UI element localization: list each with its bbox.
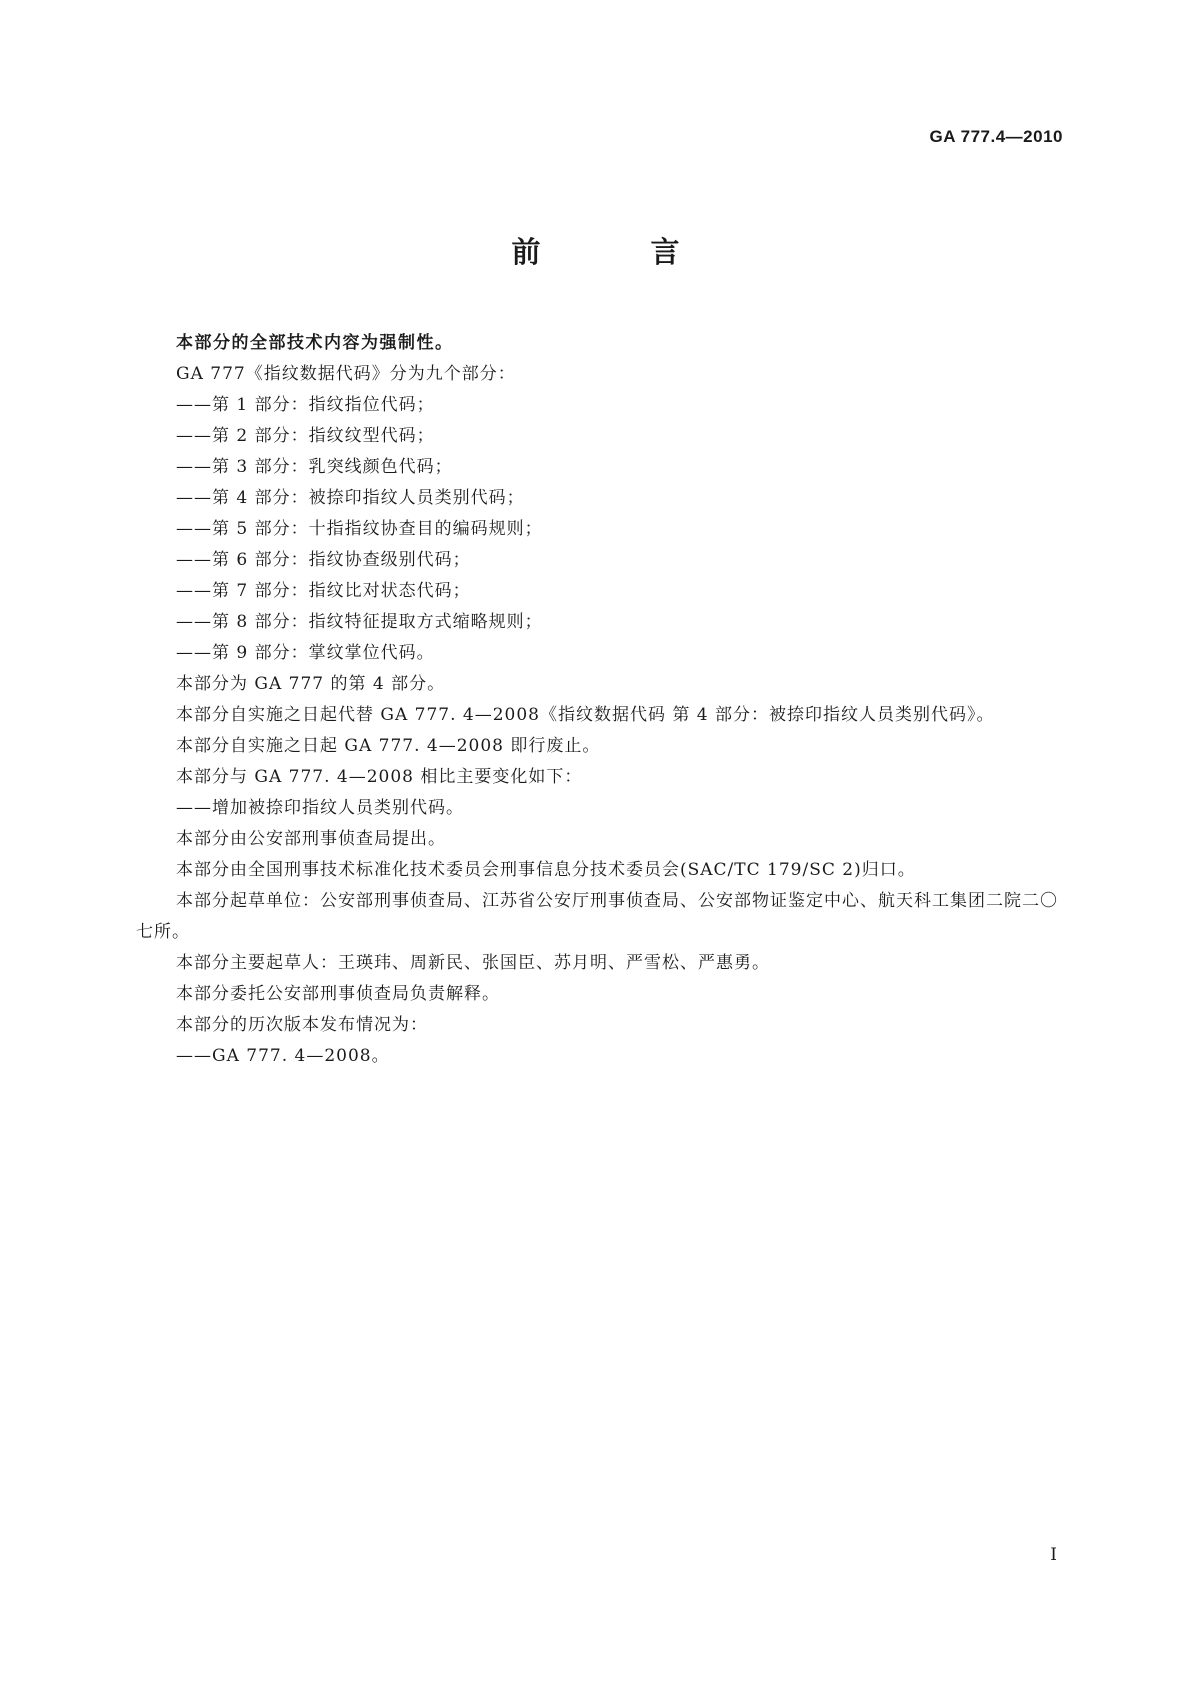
proposer-statement: 本部分由公安部刑事侦查局提出。 [176,829,446,849]
interpretation-statement: 本部分委托公安部刑事侦查局负责解释。 [176,984,500,1004]
parts-intro: GA 777《指纹数据代码》分为九个部分： [176,364,516,384]
page-title: 前 言 [511,235,730,269]
part-list-item: ——第 3 部分：乳突线颜色代码； [176,457,453,477]
part-list-item: ——第 1 部分：指纹指位代码； [176,395,435,415]
history-intro: 本部分的历次版本发布情况为： [176,1015,428,1035]
part-list-item: ——第 6 部分：指纹协查级别代码； [176,550,471,570]
part-list-item: ——第 7 部分：指纹比对状态代码； [176,581,471,601]
page-number: I [1050,1545,1057,1565]
abolish-statement: 本部分自实施之日起 GA 777. 4—2008 即行废止。 [176,736,601,756]
drafters: 本部分主要起草人：王瑛玮、周新民、张国臣、苏月明、严雪松、严惠勇。 [176,953,770,973]
change-list-item: ——增加被捺印指纹人员类别代码。 [176,798,464,818]
part-list-item: ——第 4 部分：被捺印指纹人员类别代码； [176,488,525,508]
part-statement: 本部分为 GA 777 的第 4 部分。 [176,674,446,694]
committee-statement: 本部分由全国刑事技术标准化技术委员会刑事信息分技术委员会(SAC/TC 179/SC 2)归口。 [176,860,916,880]
part-list-item: ——第 5 部分：十指指纹协查目的编码规则； [176,519,543,539]
mandatory-statement: 本部分的全部技术内容为强制性。 [176,333,454,353]
changes-intro: 本部分与 GA 777. 4—2008 相比主要变化如下： [176,767,583,787]
part-list-item: ——第 8 部分：指纹特征提取方式缩略规则； [176,612,543,632]
replacement-statement: 本部分自实施之日起代替 GA 777. 4—2008《指纹数据代码 第 4 部分：被捺印指纹人员类别代码》。 [176,705,995,725]
document-body [136,328,1064,1072]
part-list-item: ——第 2 部分：指纹纹型代码； [176,426,435,446]
drafting-units: 本部分起草单位：公安部刑事侦查局、江苏省公安厅刑事侦查局、公安部物证鉴定中心、航天科工集团二院二〇七所。 [136,891,1058,942]
history-list-item: ——GA 777. 4—2008。 [176,1046,390,1066]
part-list-item: ——第 9 部分：掌纹掌位代码。 [176,643,435,663]
standard-code: GA 777.4—2010 [929,127,1063,146]
